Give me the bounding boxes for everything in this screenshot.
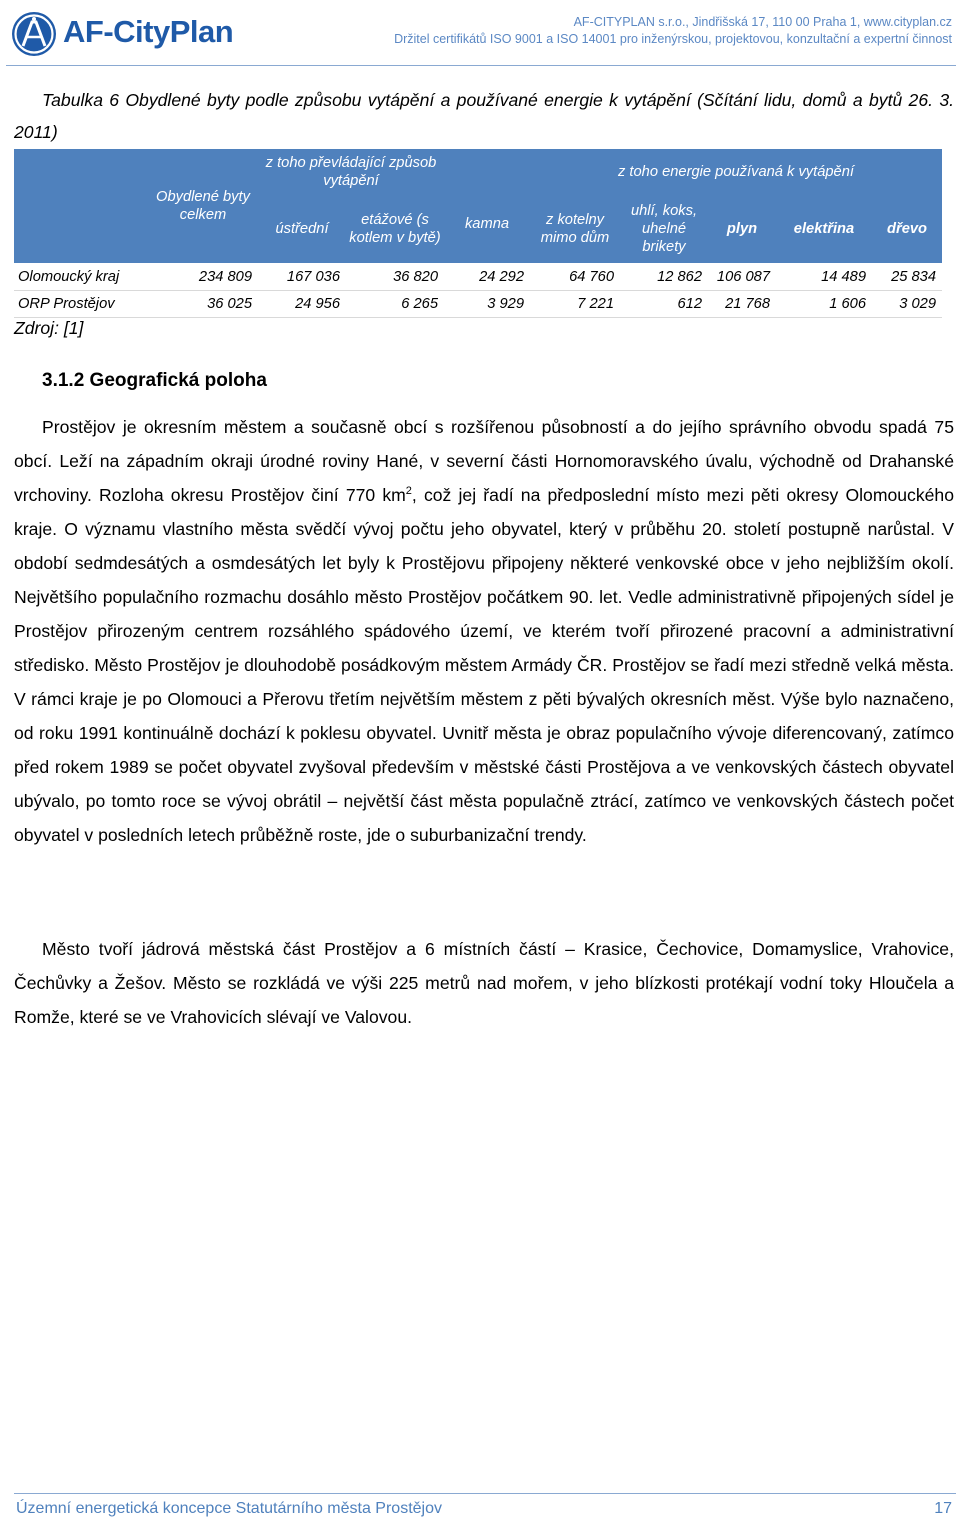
superscript: 2 [405, 485, 412, 498]
table-cell: 3 029 [872, 290, 942, 317]
table-cell: 36 025 [148, 290, 258, 317]
table-cell: 14 489 [821, 269, 866, 286]
company-address: AF-CITYPLAN s.r.o., Jindřišská 17, 110 00 Praha 1, www.cityplan.cz [573, 15, 952, 29]
table-cell: 106 087 [716, 269, 770, 286]
col-floor-header: etážové (s kotlem v bytě) [346, 195, 444, 263]
row-label: ORP Prostějov [14, 290, 148, 317]
section-number: 3.1.2 [42, 370, 85, 391]
heating-table-wrapper [14, 149, 942, 318]
col-electricity-header: elektřina [776, 195, 872, 263]
table-cell: 612 [620, 290, 708, 317]
table-cell: 3 929 [444, 290, 530, 317]
heating-table [14, 149, 942, 318]
col-coal-header: uhlí, koks, uhelné brikety [620, 195, 708, 263]
col-gas-header: plyn [708, 195, 776, 263]
header-empty-cell [14, 149, 148, 263]
section-heading [42, 370, 267, 392]
col-total-header: Obydlené byty celkem [148, 149, 258, 263]
group-heating-header: z toho převládající způsob vytápění [258, 149, 444, 195]
paragraph-text: , což jej řadí na předposlední místo mezi pěti okresy Olomouckého kraje. O významu vlastního města svědčí vývoj počtu jeho obyvatel, který v průběhu 20. století postupně narůstal. V období sedmdesátých a osmdesátých let byly k Prostějovu připojeny některé venkovské obce v jeho nejbližším okolí. Největšího populačního rozmachu dosáhlo město Prostějov počátkem 90. let. Vedle administrativně připojených sídel je Prostějov přirozeným centrem rozsáhlého spádového území, ve kterém tvoří přirozené pracovní a administrativní středisko. Město Prostějov je dlouhodobě posádkovým městem Armády ČR. Prostějov se řadí mezi středně velká města. V rámci kraje je po Olomouci a Přerovu třetím největším městem z pěti bývalých okresních měst. Výše bylo naznačeno, od roku 1991 kontinuálně dochází k poklesu obyvatel. Uvnitř města je obraz populačního vývoje diferencovaný, zatímco před rokem 1989 se počet obyvatel zvyšoval především v městské části Prostějova a ve venkovských částech obyvatel ubývalo, po tomto roce se vývoj obrátil – největší část města populačně ztrácí, zatímco ve venkovských částech počet obyvatel v posledních letech průběžně roste, jde o suburbanizační trendy. [14, 485, 954, 845]
table-source: Zdroj: [1] [14, 318, 84, 338]
col-stove-header: kamna [444, 149, 530, 263]
row-label: Olomoucký kraj [18, 269, 120, 286]
table-cell: 25 834 [891, 269, 936, 286]
page-header [0, 0, 960, 66]
section-title: Geografická poloha [89, 370, 267, 391]
table-cell: 167 036 [286, 269, 340, 286]
table-cell: 7 221 [530, 290, 620, 317]
table-cell: 24 956 [258, 290, 346, 317]
table-cell: 6 265 [346, 290, 444, 317]
col-boiler-header: z kotelny mimo dům [530, 195, 620, 263]
logo-wordmark: AF-CityPlan [63, 14, 234, 49]
table-cell: 234 809 [198, 269, 252, 286]
footer-title: Územní energetická koncepce Statutárního města Prostějov [16, 1500, 442, 1517]
body-paragraph-1 [14, 410, 954, 852]
group-energy-header: z toho energie používaná k vytápění [530, 149, 942, 195]
footer-divider [14, 1493, 956, 1494]
table-row [14, 290, 942, 317]
header-contact [394, 14, 952, 48]
body-paragraph-2: Město tvoří jádrová městská část Prostějov a 6 místních částí – Krasice, Čechovice, Domamyslice, Vrahovice, Čechůvky a Žešov. Město se rozkládá ve výši 225 metrů nad mořem, v jeho blízkosti protékají vodní toky Hloučela a Romže, které se ve Vrahovicích slévají ve Valovou. [14, 939, 954, 1027]
col-central-header: ústřední [258, 195, 346, 263]
table-cell: 12 862 [657, 269, 702, 286]
af-cityplan-logo-icon [10, 10, 58, 58]
paragraph-text: Prostějov je okresním městem a současně obcí s rozšířenou působností a do jejího správního obvodu spadá 75 obcí. Leží na západním okraji úrodné roviny Hané, v severní části Hornomoravského úvalu, východně od Drahanské vrchoviny. Rozloha okresu Prostějov činí 770 km [14, 417, 954, 505]
table-cell: 21 768 [708, 290, 776, 317]
page-number: 17 [934, 1500, 952, 1517]
table-cell: 64 760 [569, 269, 614, 286]
table-caption: Tabulka 6 Obydlené byty podle způsobu vytápění a používané energie k vytápění (Sčítání lidu, domů a bytů 26. 3. 2011) [14, 90, 954, 142]
table-cell: 1 606 [776, 290, 872, 317]
col-wood-header: dřevo [872, 195, 942, 263]
header-divider [6, 65, 956, 66]
table-row [14, 263, 942, 290]
table-cell: 36 820 [393, 269, 438, 286]
table-cell: 24 292 [479, 269, 524, 286]
certification-line: Držitel certifikátů ISO 9001 a ISO 14001 pro inženýrskou, projektovou, konzultační a expertní činnost [394, 32, 952, 46]
